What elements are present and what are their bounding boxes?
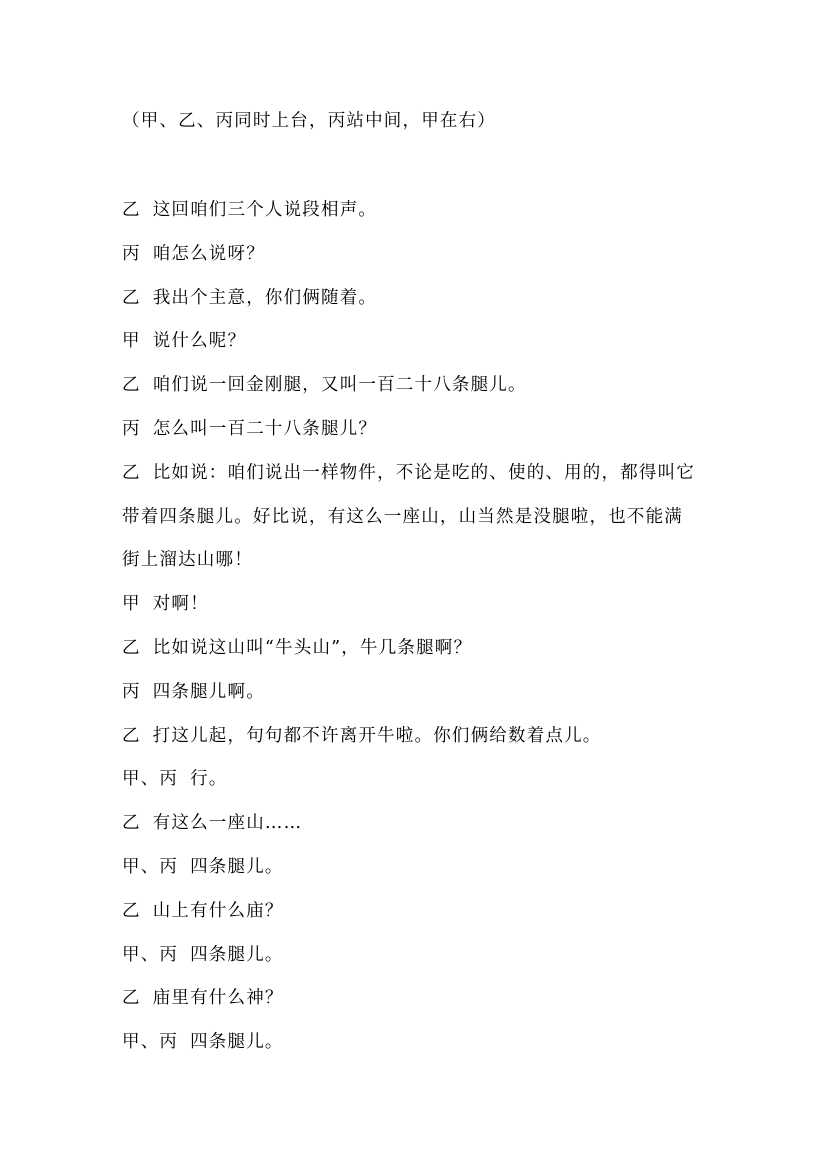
speaker-label: 乙 [122,813,141,834]
speaker-label: 丙 [122,243,141,264]
speaker-label: 甲 [122,594,141,615]
dialogue-line [122,460,712,504]
stage-direction: （甲、乙、丙同时上台，丙站中间，甲在右） [122,111,496,131]
speaker-label: 乙 [122,287,141,308]
speaker-label: 丙 [122,681,141,702]
dialogue-line [122,679,712,723]
dialogue-text: 山上有什么庙？ [152,900,284,921]
dialogue-text: 咱们说一回金刚腿，又叫一百二十八条腿儿。 [152,375,527,396]
speaker-label: 乙 [122,725,141,746]
dialogue-text: 比如说这山叫“牛头山”，牛几条腿啊？ [152,637,473,658]
dialogue-line [122,416,712,460]
speaker-label: 乙 [122,988,141,1009]
dialogue-continuation [122,547,712,591]
dialogue-text: 四条腿儿。 [190,856,284,877]
dialogue-line [122,942,712,986]
speaker-label: 甲、丙 [122,944,179,965]
dialogue-line [122,285,712,329]
speaker-label: 乙 [122,375,141,396]
dialogue-text: 四条腿儿。 [190,1032,284,1053]
dialogue-line [122,241,712,285]
dialogue-line [122,810,712,854]
speaker-label: 乙 [122,900,141,921]
speaker-label: 甲、丙 [122,769,179,790]
dialogue-text: 街上溜达山哪！ [122,550,253,571]
dialogue-line [122,1029,712,1073]
dialogue-line [122,328,712,372]
dialogue-line [122,635,712,679]
dialogue-text: 四条腿儿啊。 [152,681,265,702]
dialogue-line [122,372,712,416]
dialogue-text: 我出个主意，你们俩随着。 [152,287,378,308]
dialogue-text: 打这儿起，句句都不许离开牛啦。你们俩给数着点儿。 [152,725,602,746]
dialogue-text: 四条腿儿。 [190,944,284,965]
speaker-label: 乙 [122,637,141,658]
dialogue-text: 怎么叫一百二十八条腿儿？ [152,418,378,439]
dialogue-text: 庙里有什么神？ [152,988,284,1009]
speaker-label: 甲 [122,331,141,352]
dialogue-line [122,898,712,942]
dialogue-text: 对啊！ [152,594,209,615]
dialogue-line [122,985,712,1029]
speaker-label: 乙 [122,462,141,483]
dialogue-text: 咱怎么说呀？ [152,243,265,264]
dialogue-text: 有这么一座山…… [152,813,303,834]
speaker-label: 甲、丙 [122,856,179,877]
speaker-label: 甲、丙 [122,1032,179,1053]
dialogue-line [122,854,712,898]
dialogue-continuation [122,504,712,548]
dialogue-text: 说什么呢？ [152,331,247,352]
dialogue-text: 带着四条腿儿。好比说，有这么一座山，山当然是没腿啦，也不能满 [122,506,683,527]
dialogue-line [122,591,712,635]
dialogue-text: 比如说：咱们说出一样物件，不论是吃的、使的、用的，都得叫它 [152,462,696,483]
speaker-label: 丙 [122,418,141,439]
dialogue-line [122,766,712,810]
dialogue-text: 这回咱们三个人说段相声。 [152,200,378,220]
dialogue-body [122,197,712,1073]
dialogue-line [122,197,712,241]
dialogue-line [122,723,712,767]
dialogue-text: 行。 [190,769,228,790]
speaker-label: 乙 [122,200,141,220]
